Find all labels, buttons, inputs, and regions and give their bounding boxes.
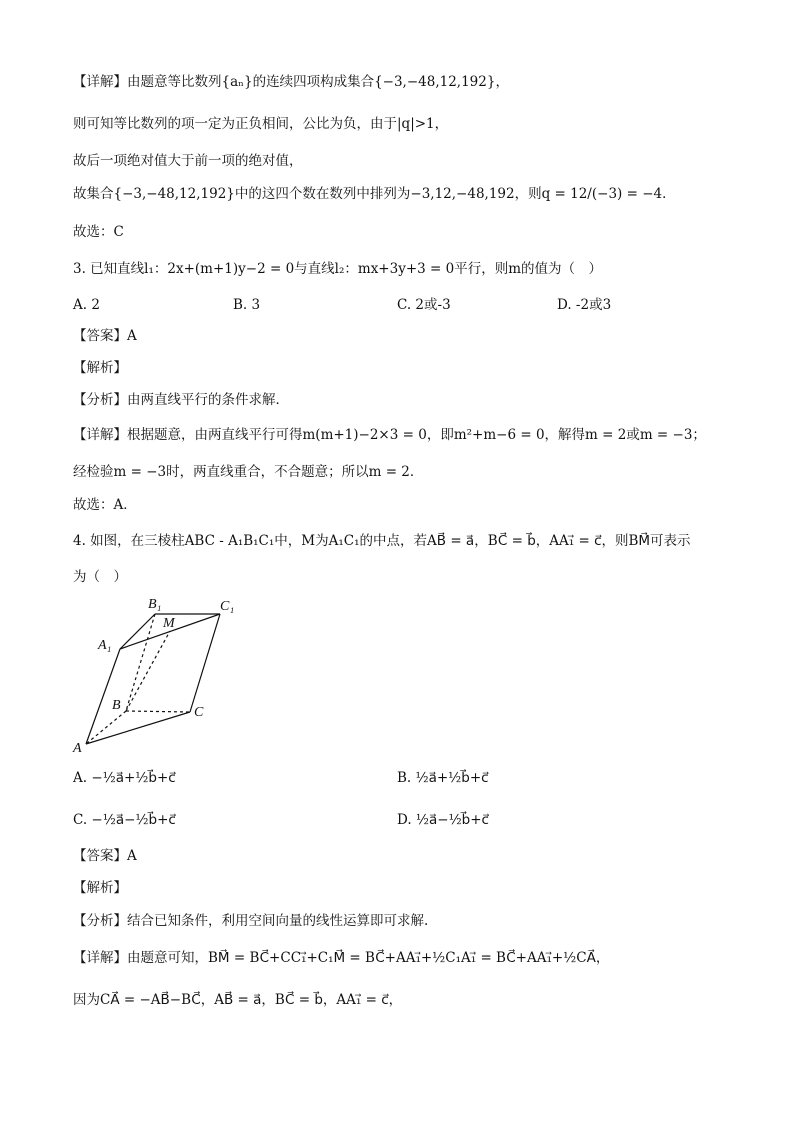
q4-option-c: C. −½a⃗−½b⃗+c⃗	[73, 812, 176, 828]
q4-option-d: D. ½a⃗−½b⃗+c⃗	[397, 812, 489, 828]
q4-analysis-heading: 【解析】	[73, 880, 127, 896]
label-c1: C₁	[220, 599, 235, 614]
q3-answer: 【答案】A	[73, 328, 137, 344]
question-4-cont: 为（ ）	[73, 569, 127, 585]
q4-because: 因为CA⃗ = −AB⃗−BC⃗，AB⃗ = a⃗，BC⃗ = b⃗，AA₁⃗ = c⃗，	[73, 992, 403, 1008]
line-choose-c: 故选：C	[73, 224, 124, 240]
q3-option-b: B. 3	[233, 297, 261, 313]
q3-analysis-heading: 【解析】	[73, 360, 127, 376]
q3-choose: 故选：A．	[73, 497, 137, 513]
q4-option-b: B. ½a⃗+½b⃗+c⃗	[397, 770, 489, 786]
line-detail-2: 则可知等比数列的项一定为正负相间，公比为负，由于|q|>1，	[73, 116, 449, 132]
question-3: 3. 已知直线l₁：2x+(m+1)y−2 = 0与直线l₂：mx+3y+3 = 0平行，则m的值为（ ）	[73, 261, 603, 277]
label-a1: A₁	[98, 638, 112, 653]
label-a: A	[73, 741, 82, 754]
q4-detail: 【详解】由题意可知，BM⃗ = BC⃗+CC₁⃗+C₁M⃗ = BC⃗+AA₁⃗+½C₁A₁⃗ = BC⃗+AA₁⃗+½CA⃗，	[73, 950, 610, 966]
q4-option-a: A. −½a⃗+½b⃗+c⃗	[73, 770, 176, 786]
label-c: C	[194, 705, 204, 720]
q3-option-c: C. 2或-3	[397, 297, 451, 313]
label-b1: B₁	[148, 597, 162, 612]
label-b: B	[112, 698, 121, 713]
line-detail-3: 故后一项绝对值大于前一项的绝对值，	[73, 153, 303, 169]
line-detail-1: 【详解】由题意等比数列{aₙ}的连续四项构成集合{−3,−48,12,192}，	[73, 74, 509, 90]
q3-option-a: A. 2	[73, 297, 100, 313]
q4-answer: 【答案】A	[73, 848, 137, 864]
prism-figure	[70, 594, 250, 754]
q3-option-d: D. -2或3	[557, 297, 612, 313]
q3-check: 经检验m = −3时，两直线重合，不合题意；所以m = 2．	[73, 464, 424, 480]
question-4: 4. 如图，在三棱柱ABC - A₁B₁C₁中，M为A₁C₁的中点，若AB⃗ = a⃗，BC⃗ = b⃗，AA₁⃗ = c⃗，则BM⃗可表示	[73, 533, 691, 549]
q4-analysis: 【分析】结合已知条件，利用空间向量的线性运算即可求解.	[73, 913, 429, 929]
q3-analysis: 【分析】由两直线平行的条件求解．	[73, 392, 289, 408]
q3-detail: 【详解】根据题意，由两直线平行可得m(m+1)−2×3 = 0，即m²+m−6 = 0，解得m = 2或m = −3；	[73, 427, 706, 443]
label-m: M	[163, 616, 175, 631]
line-detail-4: 故集合{−3,−48,12,192}中的这四个数在数列中排列为−3,12,−48,192，则q = 12/(−3) = −4．	[73, 186, 676, 202]
